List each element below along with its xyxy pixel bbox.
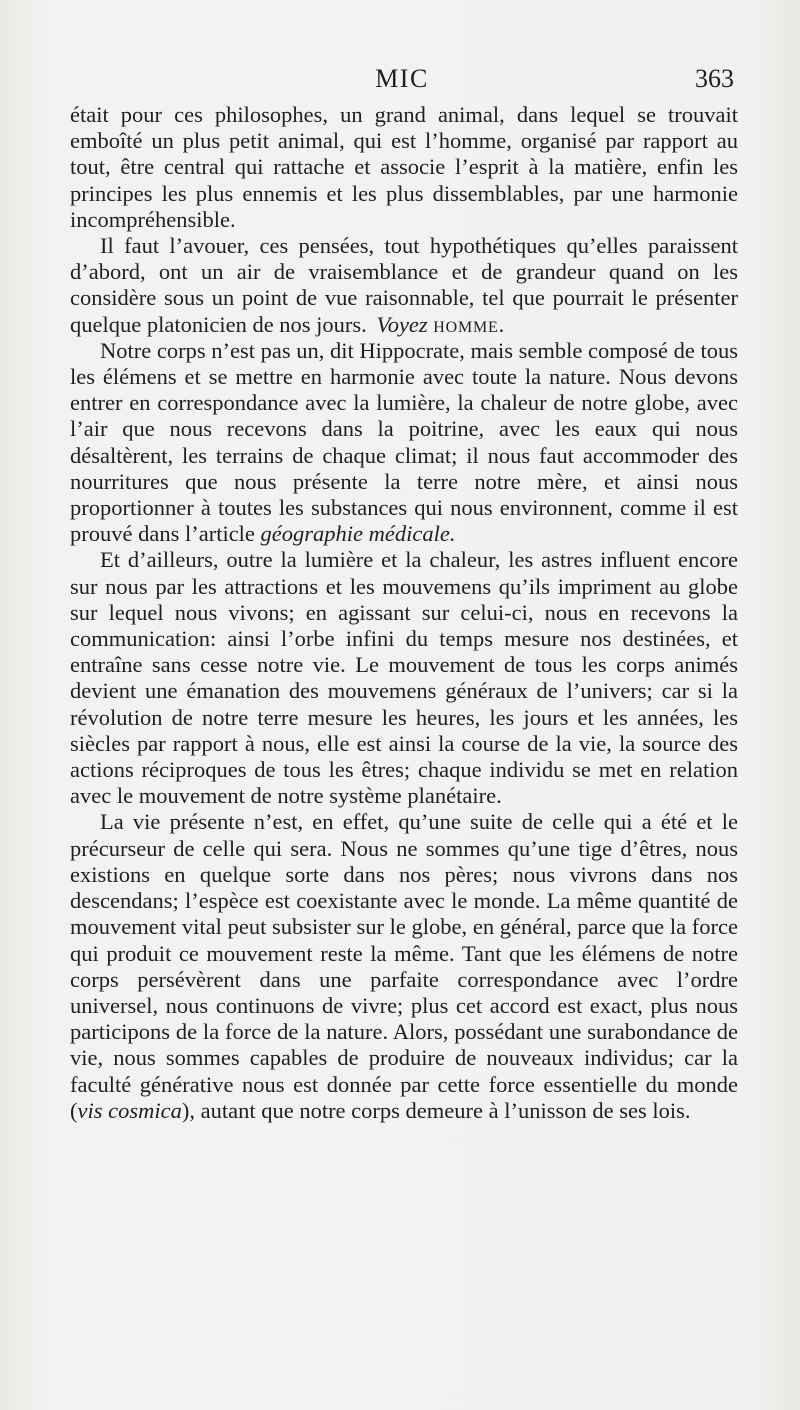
- paragraph-5-text: La vie présente n’est, en effet, qu’une suite de celle qui a été et le précurseur de celle qui sera. Nous ne sommes qu’une tige d’êtres, nous existions en quelque sorte dans nos pères; nous vivrons dans nos descendans; l’espèce est coexistante avec le monde. La même quantité de mouvement vital peut subsister sur le globe, en général, parce que la force qui produit ce mouvement reste la même. Tant que les élémens de notre corps persévèrent dans une parfaite correspondance avec l’ordre universel, nous continuons de vivre; plus cet accord est exact, plus nous participons de la force de la nature. Alors, possédant une surabondance de vie, nous sommes capables de produire de nouveaux individus; car la faculté générative nous est donnée par cette force essentielle du monde (: [70, 809, 738, 1123]
- running-header: [70, 64, 734, 98]
- paragraph-1: [70, 102, 738, 233]
- paragraph-4-text: Et d’ailleurs, outre la lumière et la chaleur, les astres influent encore sur nous par les attractions et les mouvemens qu’ils impriment au globe sur lequel nous vivons; en agissant sur celui-ci, nous en recevons la communication: ainsi l’orbe infini du temps mesure nos destinées, et entraîne sans cesse notre vie. Le mouvement de tous les corps animés devient une émanation des mouvemens généraux de l’univers; car si la révolution de notre terre mesure les heures, les jours et les années, les siècles par rapport à nous, elle est ainsi la course de la vie, la source des actions réciproques de tous les êtres; chaque individu se met en relation avec le mouvement de notre système planétaire.: [70, 547, 738, 809]
- cross-reference-target: homme.: [433, 311, 506, 337]
- body-text: [70, 102, 738, 1124]
- paragraph-1-text: était pour ces philosophes, un grand animal, dans lequel se trouvait emboîté un plus petit animal, qui est l’homme, organisé par rapport au tout, être central qui rattache et associe l’esprit à la matière, enfin les principes les plus ennemis et les plus dissemblables, par une harmonie incompréhensible.: [70, 102, 738, 232]
- paragraph-5: [70, 809, 738, 1123]
- paragraph-3-italic-tail: géographie médicale.: [260, 521, 456, 547]
- paragraph-2: [70, 233, 738, 338]
- paragraph-2-text: Il faut l’avouer, ces pensées, tout hypothétiques qu’elles paraissent d’abord, ont un air de vraisemblance et de grandeur quand on les considère sous un point de vue raisonnable, tel que pourrait le présenter quelque platonicien de nos jours.: [70, 233, 738, 337]
- page-number: 363: [695, 64, 734, 93]
- cross-reference-voyez: Voyez: [376, 311, 428, 337]
- paragraph-3-text: Notre corps n’est pas un, dit Hippocrate, mais semble composé de tous les élémens et se mettre en harmonie avec toute la nature. Nous devons entrer en correspondance avec la lumière, la chaleur de notre globe, avec l’air que nous recevons dans la poitrine, avec les eaux qui nous désaltèrent, les terrains de chaque climat; il nous faut accommoder des nourritures que nous présente la terre notre mère, et ainsi nous proportionner à toutes les substances qui nous environnent, comme il est prouvé dans l’article: [70, 337, 738, 547]
- paragraph-5-tail: ), autant que notre corps demeure à l’unisson de ses lois.: [181, 1097, 691, 1123]
- paragraph-5-italic-mid: vis cosmica: [77, 1097, 182, 1123]
- paragraph-3: [70, 338, 738, 548]
- paragraph-4: [70, 547, 738, 809]
- running-title: MIC: [375, 64, 429, 93]
- cross-reference: [376, 312, 505, 337]
